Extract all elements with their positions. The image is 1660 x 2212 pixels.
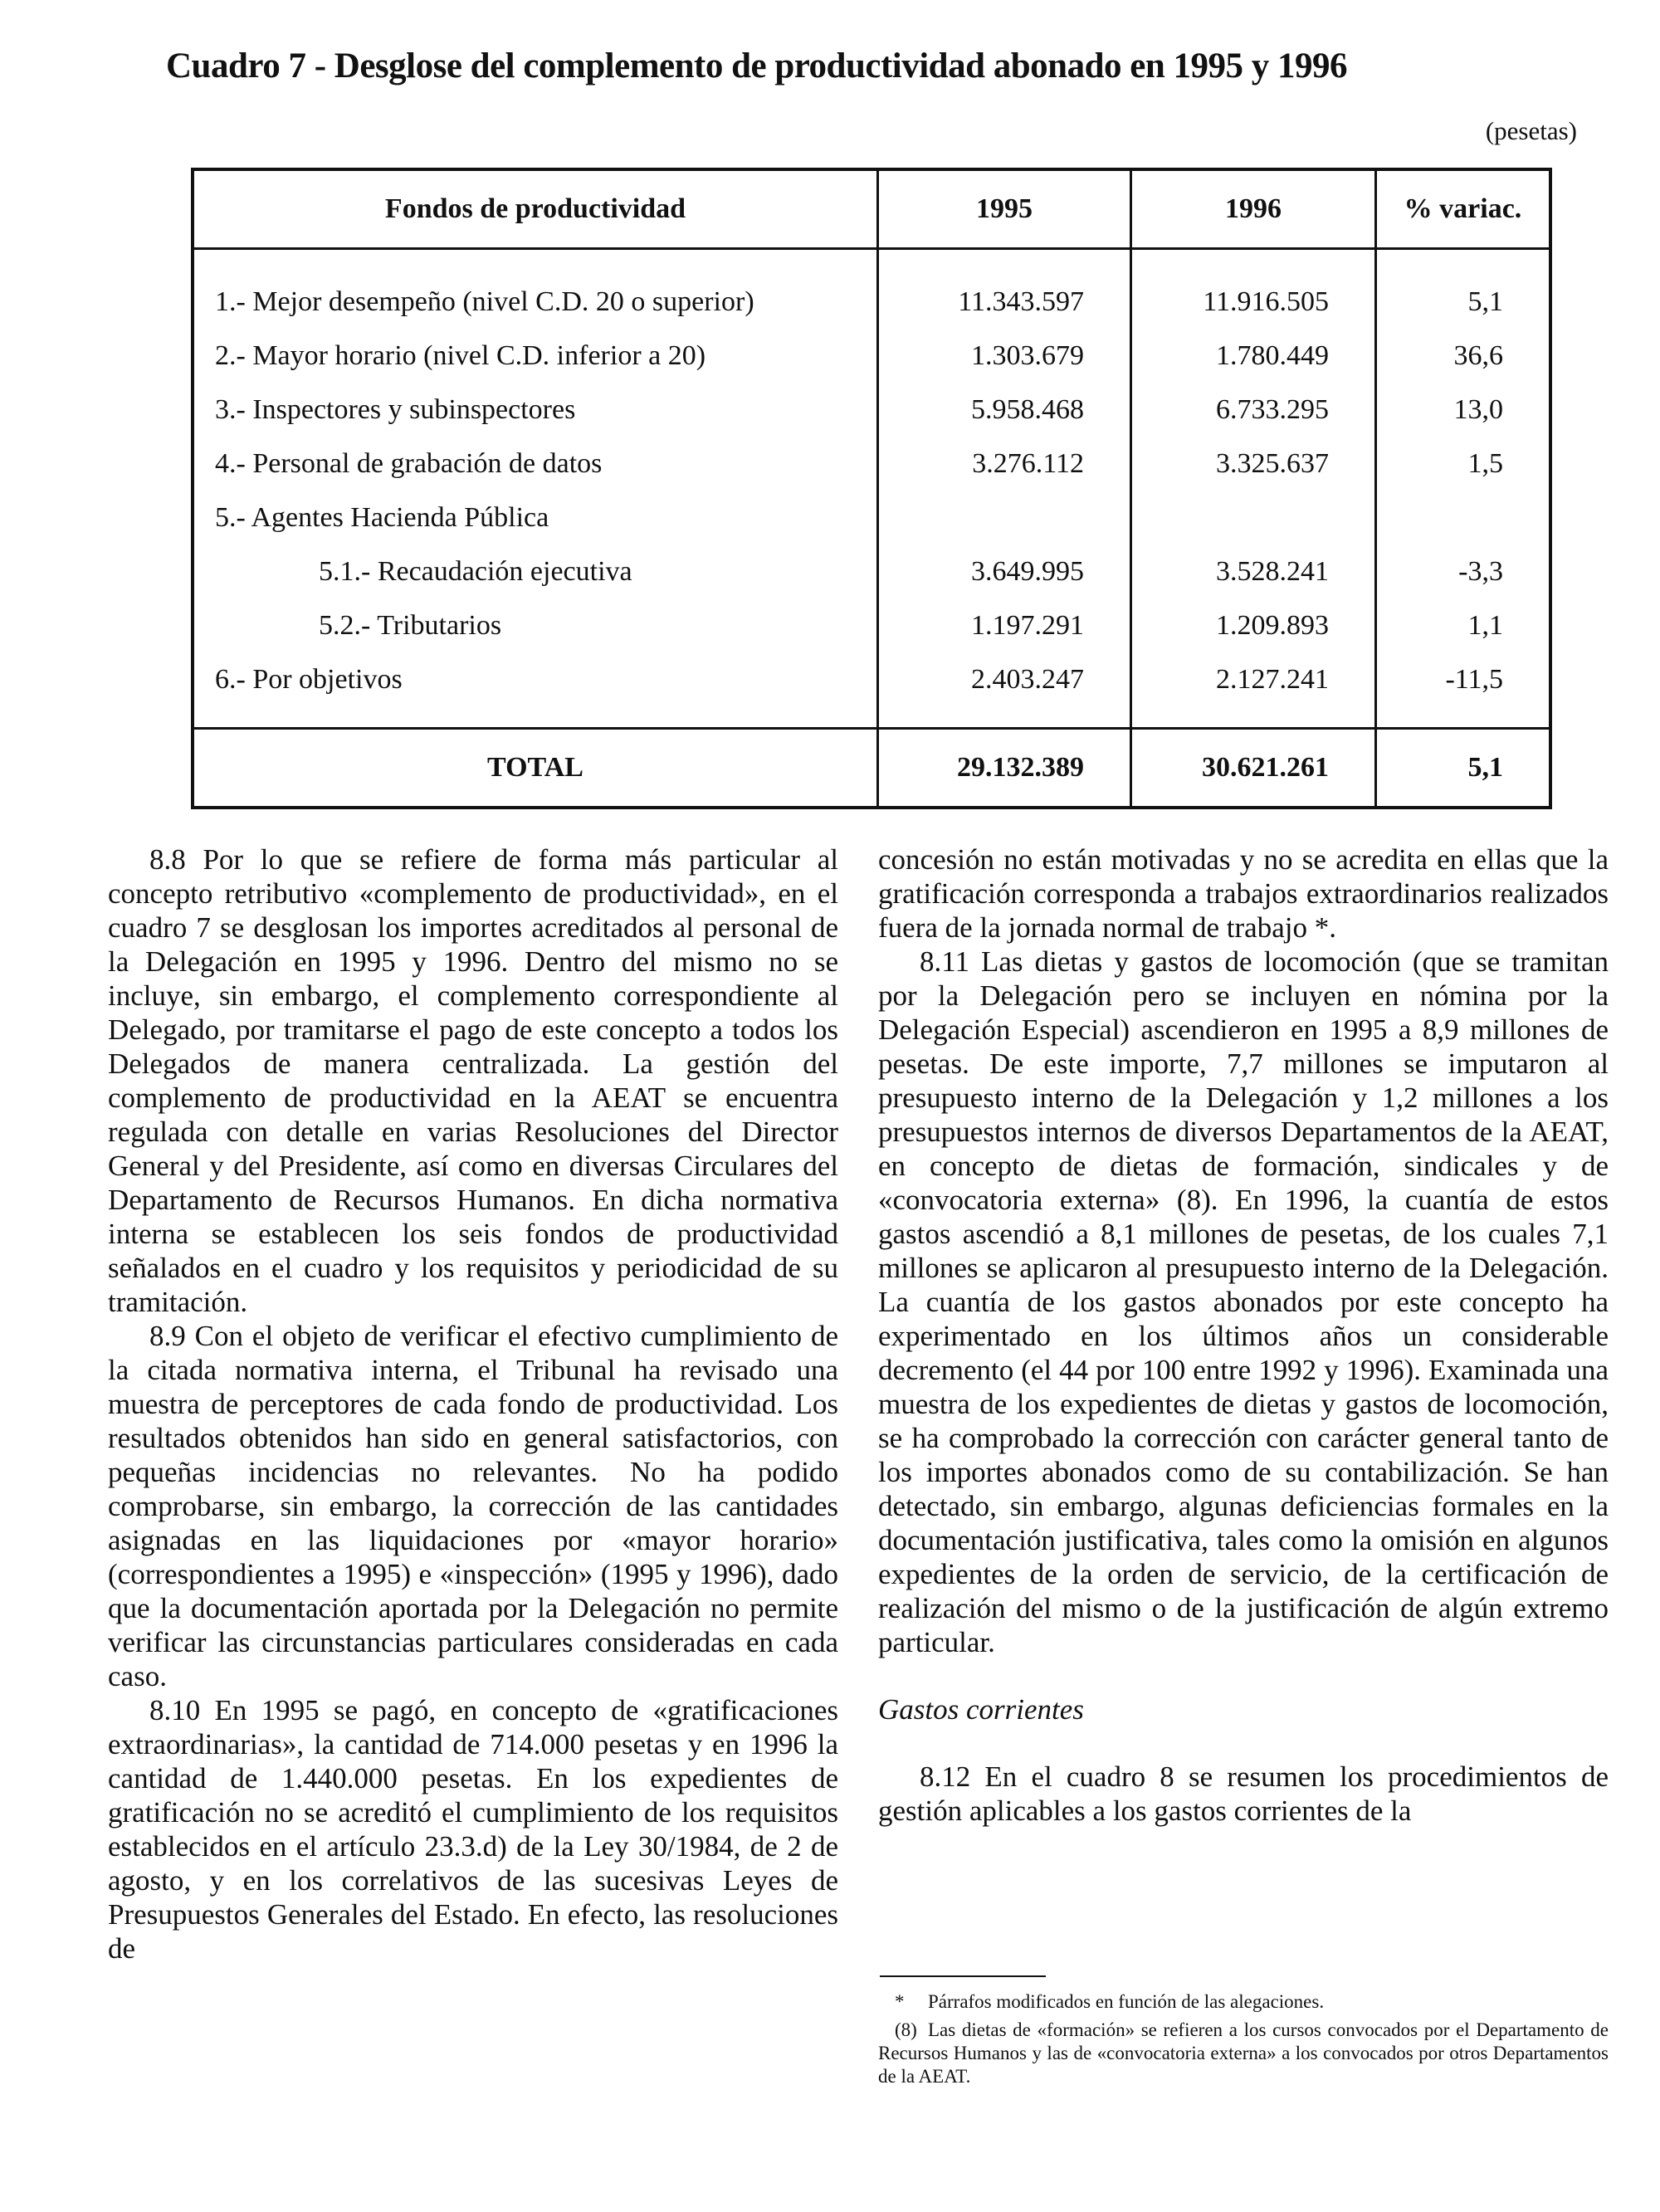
right-text-column xyxy=(878,842,1609,1828)
paragraph-8-12: 8.12 En el cuadro 8 se resumen los procedimientos de gestión aplicables a los gastos corrientes de la xyxy=(878,1760,1609,1827)
row-variation xyxy=(1376,491,1551,544)
footnote-divider xyxy=(880,1975,1046,1977)
row-label: 5.2.- Tributarios xyxy=(193,598,878,652)
section-heading: Gastos corrientes xyxy=(878,1693,1084,1726)
table-total-row xyxy=(193,729,1550,808)
row-variation: -11,5 xyxy=(1445,663,1503,695)
table-row xyxy=(193,329,1550,383)
total-1995: 29.132.389 xyxy=(878,729,1131,808)
table-title: Cuadro 7 - Desglose del complemento de productividad abonado en 1995 y 1996 xyxy=(166,46,1348,85)
row-value-1996: 1.780.449 xyxy=(1131,329,1376,383)
total-1996: 30.621.261 xyxy=(1131,729,1376,808)
table-row xyxy=(193,544,1550,598)
row-variation: 5,1 xyxy=(1467,286,1503,317)
row-value-1995: 3.649.995 xyxy=(878,544,1131,598)
footnote-text: Las dietas de «formación» se refieren a los cursos convocados por el Departamento de Recursos Humanos y las de «convocatoria externa» a los convocados por otros Departamentos de la AEAT. xyxy=(878,2019,1609,2087)
row-label: 4.- Personal de grabación de datos xyxy=(193,437,878,491)
table-row xyxy=(193,437,1550,491)
units-label: (pesetas) xyxy=(1485,116,1577,145)
footnote-8 xyxy=(878,2019,1609,2088)
total-variation: 5,1 xyxy=(1376,729,1551,808)
header-fondos: Fondos de productividad xyxy=(193,169,878,249)
productivity-table xyxy=(191,168,1552,809)
paragraph-8-11: 8.11 Las dietas y gastos de locomoción (que se tramitan por la Delegación pero se incluyen en nómina por la Delegación Especial) ascendieron en 1995 a 8,9 millones de pesetas. De este importe, 7,7 millones se imputaron al presupuesto interno de la Delegación y 1,2 millones a los presupuestos internos de diversos Departamentos de la AEAT, en concepto de dietas de formación, sindicales y de «convocatoria externa» (8). En 1996, la cuantía de estos gastos ascendió a 8,1 millones de pesetas, de los cuales 7,1 millones se aplicaron al presupuesto interno de la Delegación. La cuantía de los gastos abonados por este concepto ha experimentado en los últimos años un considerable decremento (el 44 por 100 entre 1992 y 1996). Examinada una muestra de los expedientes de dietas y gastos de locomoción, se ha comprobado la corrección con carácter general tanto de los importes abonados como de su contabilización. Se han detectado, sin embargo, algunas deficiencias formales en la documentación justificativa, tales como la omisión en algunos expedientes de la orden de servicio, de la certificación de realización del mismo o de la justificación de algún extremo particular. xyxy=(878,945,1609,1658)
paragraph-continuation: concesión no están motivadas y no se acredita en ellas que la gratificación corresponda a trabajos extraordinarios realizados fuera de la jornada normal de trabajo *. xyxy=(878,843,1609,944)
row-variation: 1,5 xyxy=(1467,447,1503,479)
footnote-text: Párrafos modificados en función de las alegaciones. xyxy=(928,1991,1325,2012)
row-value-1996: 11.916.505 xyxy=(1131,249,1376,330)
header-1995: 1995 xyxy=(878,169,1131,249)
total-label: TOTAL xyxy=(193,729,878,808)
row-value-1996: 2.127.241 xyxy=(1131,652,1376,729)
left-text-column xyxy=(108,842,838,1965)
row-value-1995 xyxy=(878,491,1131,544)
row-value-1996: 1.209.893 xyxy=(1131,598,1376,652)
row-value-1996: 6.733.295 xyxy=(1131,383,1376,437)
header-1996: 1996 xyxy=(1131,169,1376,249)
row-value-1995: 2.403.247 xyxy=(878,652,1131,729)
table-row xyxy=(193,598,1550,652)
row-variation: 1,1 xyxy=(1467,609,1503,641)
footnote-mark: (8) xyxy=(895,2019,917,2040)
table-row xyxy=(193,383,1550,437)
paragraph-8-9: 8.9 Con el objeto de verificar el efectivo cumplimiento de la citada normativa interna, el Tribunal ha revisado una muestra de perceptores de cada fondo de productividad. Los resultados obtenidos han sido en general satisfactorios, con pequeñas incidencias no relevantes. No ha podido comprobarse, sin embargo, la corrección de las cantidades asignadas en las liquidaciones por «mayor horario» (correspondientes a 1995) e «inspección» (1995 y 1996), dado que la documentación aportada por la Delegación no permite verificar las circunstancias particulares consideradas en cada caso. xyxy=(108,1320,838,1692)
paragraph-8-8: 8.8 Por lo que se refiere de forma más particular al concepto retributivo «complemento de productividad», en el cuadro 7 se desglosan los importes acreditados al personal de la Delegación en 1995 y 1996. Dentro del mismo no se incluye, sin embargo, el complemento correspondiente al Delegado, por tramitarse el pago de este concepto a todos los Delegados de manera centralizada. La gestión del complemento de productividad en la AEAT se encuentra regulada con detalle en varias Resoluciones del Director General y del Presidente, así como en diversas Circulares del Departamento de Recursos Humanos. En dicha normativa interna se establecen los seis fondos de productividad señalados en el cuadro y los requisitos y periodicidad de su tramitación. xyxy=(108,843,838,1318)
row-value-1995: 11.343.597 xyxy=(878,249,1131,330)
row-value-1995: 1.197.291 xyxy=(878,598,1131,652)
row-label: 2.- Mayor horario (nivel C.D. inferior a 20) xyxy=(193,329,878,383)
row-label: 5.1.- Recaudación ejecutiva xyxy=(193,544,878,598)
row-value-1996 xyxy=(1131,491,1376,544)
row-value-1995: 3.276.112 xyxy=(878,437,1131,491)
table-row xyxy=(193,491,1550,544)
row-value-1995: 1.303.679 xyxy=(878,329,1131,383)
row-variation: 13,0 xyxy=(1453,393,1503,425)
paragraph-8-10: 8.10 En 1995 se pagó, en concepto de «gratificaciones extraordinarias», la cantidad de 714.000 pesetas y en 1996 la cantidad de 1.440.000 pesetas. En los expedientes de gratificación no se acreditó el cumplimiento de los requisitos establecidos en el artículo 23.3.d) de la Ley 30/1984, de 2 de agosto, y en los correlativos de las sucesivas Leyes de Presupuestos Generales del Estado. En efecto, las resoluciones de xyxy=(108,1694,838,1965)
header-variacion: % variac. xyxy=(1376,169,1551,249)
row-variation: -3,3 xyxy=(1458,555,1503,587)
row-value-1995: 5.958.468 xyxy=(878,383,1131,437)
row-label: 5.- Agentes Hacienda Pública xyxy=(193,491,878,544)
row-variation: 36,6 xyxy=(1453,339,1503,371)
table-row xyxy=(193,249,1550,330)
footnote-mark: * xyxy=(895,1991,905,2012)
row-label: 1.- Mejor desempeño (nivel C.D. 20 o superior) xyxy=(193,249,878,330)
table-row xyxy=(193,652,1550,729)
row-value-1996: 3.325.637 xyxy=(1131,437,1376,491)
row-label: 3.- Inspectores y subinspectores xyxy=(193,383,878,437)
table-header-row xyxy=(193,169,1550,249)
footnotes xyxy=(878,1990,1609,2093)
footnote-star xyxy=(878,1990,1609,2014)
row-value-1996: 3.528.241 xyxy=(1131,544,1376,598)
row-label: 6.- Por objetivos xyxy=(193,652,878,729)
